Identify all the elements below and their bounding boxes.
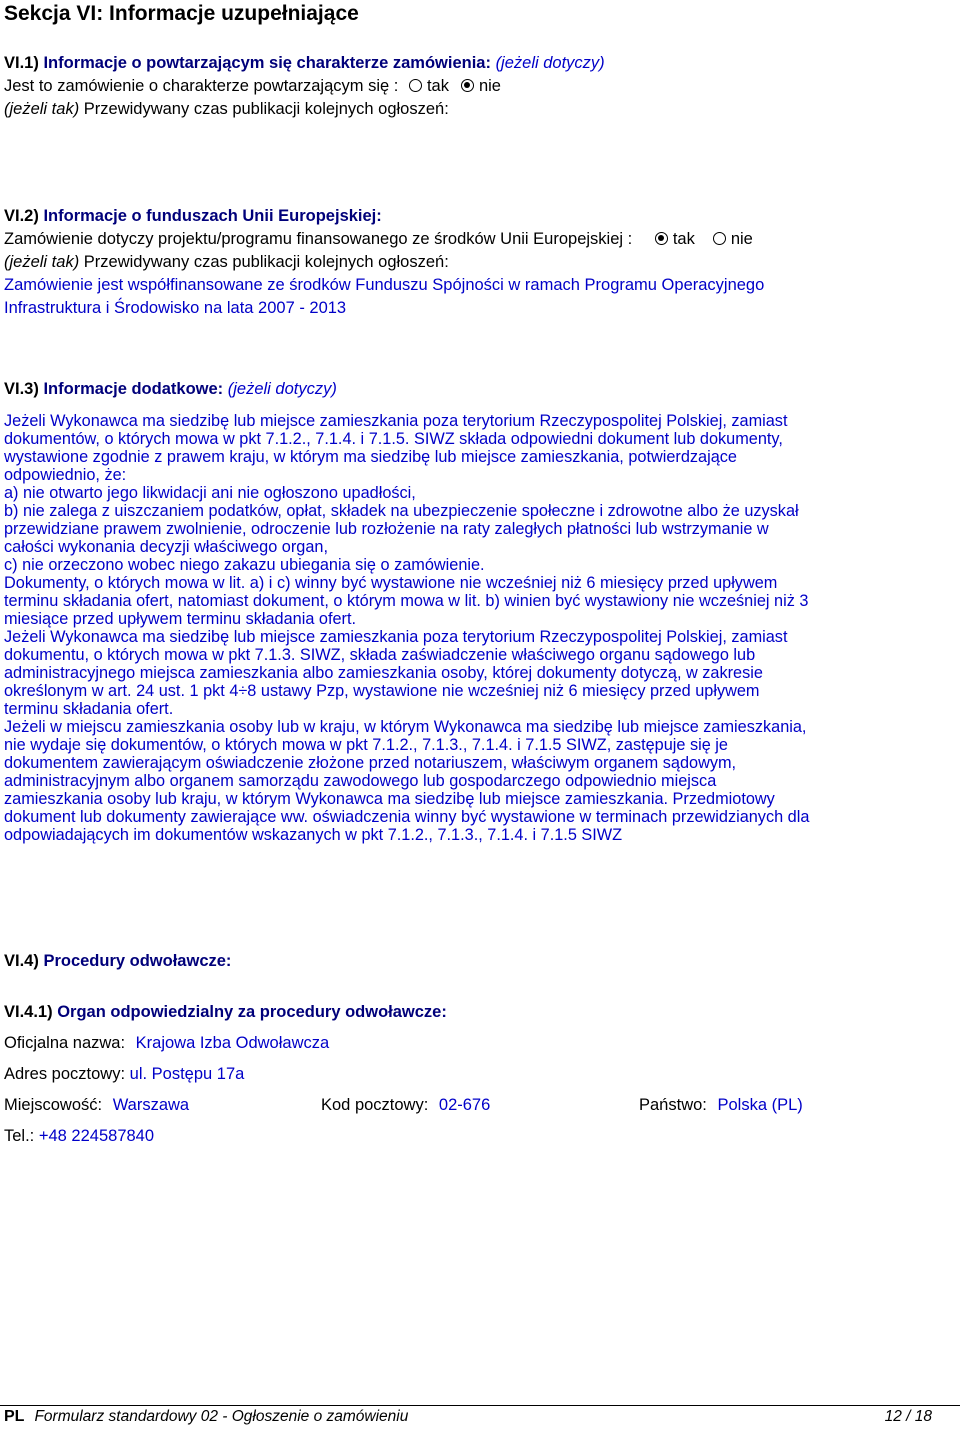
section-title: Sekcja VI: Informacje uzupełniające bbox=[4, 2, 359, 25]
vi3-line: nie wydaje się dokumentów, o których mowa w pkt 7.1.2., 7.1.3., 7.1.4. i 7.1.5 SIWZ, zastępuje się je bbox=[4, 736, 728, 754]
vi3-line: administracyjnym albo organem samorządu zawodowego lub gospodarczego odpowiednio miejsca bbox=[4, 772, 717, 790]
section-vi3 bbox=[4, 378, 337, 401]
footer-left bbox=[4, 1408, 408, 1426]
vi3-line: b) nie zalega z uiszczaniem podatków, opłat, składek na ubezpieczenie społeczne i zdrowotne albo że uzyskał bbox=[4, 502, 799, 520]
section-vi1 bbox=[4, 52, 605, 121]
footer-page-number: 12 / 18 bbox=[884, 1408, 932, 1425]
city-row bbox=[4, 1096, 189, 1115]
vi3-line: odpowiednio, że: bbox=[4, 466, 127, 484]
vi2-radio-nie[interactable] bbox=[713, 232, 726, 245]
vi1-radio-nie[interactable] bbox=[461, 79, 474, 92]
vi1-heading: VI.1) Informacje o powtarzającym się charakterze zamówienia: bbox=[4, 54, 491, 72]
section-vi41 bbox=[4, 1001, 447, 1024]
city-label: Miejscowość: bbox=[4, 1096, 103, 1114]
vi3-line: c) nie orzeczono wobec niego zakazu ubiegania się o zamówienie. bbox=[4, 556, 485, 574]
vi1-followup-note: (jeżeli tak) bbox=[4, 100, 80, 118]
vi2-answer-line-1: Zamówienie jest współfinansowane ze środków Funduszu Spójności w ramach Programu Operacyjnego bbox=[4, 276, 765, 294]
vi2-followup-note: (jeżeli tak) bbox=[4, 253, 80, 271]
footer-form: Formularz standardowy 02 - Ogłoszenie o zamówieniu bbox=[34, 1408, 409, 1425]
phone-row bbox=[4, 1127, 154, 1146]
vi3-line: odpowiadających im dokumentów wskazanych w pkt 7.1.2., 7.1.3., 7.1.4. i 7.1.5 SIWZ bbox=[4, 826, 623, 844]
vi3-line: administracyjnego miejsca zamieszkania albo zamieszkania osoby, której dokumenty dotyczą, w zakresie bbox=[4, 664, 763, 682]
vi3-line: zamieszkania osoby lub kraju, w którym Wykonawca ma siedzibę lub miejsce zamieszkania. Przedmiotowy bbox=[4, 790, 775, 808]
city-value: Warszawa bbox=[112, 1096, 190, 1114]
section-vi2 bbox=[4, 205, 764, 320]
vi3-line: a) nie otwarto jego likwidacji ani nie ogłoszono upadłości, bbox=[4, 484, 416, 502]
vi3-line: miesiące przed upływem terminu składania ofert. bbox=[4, 610, 357, 628]
section-vi4 bbox=[4, 950, 231, 973]
address-label: Adres pocztowy: bbox=[4, 1065, 126, 1083]
vi3-line: dokument lub dokumenty zawierające ww. oświadczenia winny być wystawione w terminach przewidzianych dla bbox=[4, 808, 810, 826]
postal-row bbox=[321, 1096, 490, 1115]
vi3-line: Jeżeli w miejscu zamieszkania osoby lub w kraju, w którym Wykonawca ma siedzibę lub miejsce zamieszkania, bbox=[4, 718, 807, 736]
phone-label: Tel.: bbox=[4, 1127, 35, 1145]
vi2-label-tak: tak bbox=[672, 230, 695, 248]
address-value: ul. Postępu 17a bbox=[129, 1065, 245, 1083]
vi2-answer-line-2: Infrastruktura i Środowisko na lata 2007 - 2013 bbox=[4, 299, 347, 317]
page-footer bbox=[0, 1405, 960, 1429]
vi3-line: całości wykonania decyzji właściwego organ, bbox=[4, 538, 328, 556]
vi3-line: dokumentu, o których mowa w pkt 7.1.3. SIWZ, składa zaświadczenie właściwego organu sądowego lub bbox=[4, 646, 756, 664]
official-name-row bbox=[4, 1034, 329, 1053]
vi3-line: dokumentem zawierającym oświadczenie złożone przed notariuszem, właściwym organem sądowym, bbox=[4, 754, 737, 772]
country-row bbox=[639, 1096, 803, 1115]
vi3-line: przewidziane prawem zwolnienie, odroczenie lub rozłożenie na raty zaległych płatności lub wstrzymanie w bbox=[4, 520, 769, 538]
official-name-label: Oficjalna nazwa: bbox=[4, 1034, 126, 1052]
vi2-radio-tak[interactable] bbox=[655, 232, 668, 245]
vi2-label-nie: nie bbox=[730, 230, 753, 248]
phone-value: +48 224587840 bbox=[38, 1127, 155, 1145]
vi3-line: wystawione zgodnie z prawem kraju, w którym ma siedzibę lub miejsce zamieszkania, potwierdzające bbox=[4, 448, 737, 466]
country-label: Państwo: bbox=[639, 1096, 707, 1114]
postal-label: Kod pocztowy: bbox=[321, 1096, 429, 1114]
vi2-followup: Przewidywany czas publikacji kolejnych ogłoszeń: bbox=[83, 253, 449, 271]
address-row bbox=[4, 1065, 244, 1084]
vi3-heading: VI.3) Informacje dodatkowe: bbox=[4, 380, 224, 398]
vi2-heading: VI.2) Informacje o funduszach Unii Europejskiej: bbox=[4, 207, 382, 225]
vi3-line: dokumentów, o których mowa w pkt 7.1.2., 7.1.4. i 7.1.5. SIWZ składa odpowiedni dokument lub dokumenty, bbox=[4, 430, 783, 448]
vi3-body bbox=[4, 412, 959, 844]
vi3-line: Dokumenty, o których mowa w lit. a) i c) winny być wystawione nie wcześniej niż 6 miesięcy przed upływem bbox=[4, 574, 778, 592]
vi3-line: terminu składania ofert, natomiast dokument, o którym mowa w lit. b) winien być wystawiony nie wcześniej niż 3 bbox=[4, 592, 809, 610]
vi1-heading-note: (jeżeli dotyczy) bbox=[495, 54, 605, 72]
vi2-question: Zamówienie dotyczy projektu/programu finansowanego ze środków Unii Europejskiej : bbox=[4, 230, 633, 248]
footer-lang: PL bbox=[4, 1408, 25, 1425]
vi41-heading: VI.4.1) Organ odpowiedzialny za procedury odwoławcze: bbox=[4, 1003, 447, 1021]
vi3-line: Jeżeli Wykonawca ma siedzibę lub miejsce zamieszkania poza terytorium Rzeczypospolitej Polskiej, zamiast bbox=[4, 628, 788, 646]
vi1-label-tak: tak bbox=[426, 77, 449, 95]
vi1-label-nie: nie bbox=[478, 77, 501, 95]
vi3-line: Jeżeli Wykonawca ma siedzibę lub miejsce zamieszkania poza terytorium Rzeczypospolitej Polskiej, zamiast bbox=[4, 412, 788, 430]
vi1-followup: Przewidywany czas publikacji kolejnych ogłoszeń: bbox=[83, 100, 449, 118]
vi1-question: Jest to zamówienie o charakterze powtarzającym się : bbox=[4, 77, 399, 95]
vi3-heading-note: (jeżeli dotyczy) bbox=[227, 380, 337, 398]
vi3-line: terminu składania ofert. bbox=[4, 700, 174, 718]
vi1-radio-tak[interactable] bbox=[409, 79, 422, 92]
vi4-heading: VI.4) Procedury odwoławcze: bbox=[4, 952, 232, 970]
vi3-line: określonym w art. 24 ust. 1 pkt 4÷8 ustawy Pzp, wystawione nie wcześniej niż 6 miesięcy przed upływem bbox=[4, 682, 760, 700]
postal-value: 02-676 bbox=[438, 1096, 491, 1114]
official-name-value: Krajowa Izba Odwoławcza bbox=[135, 1034, 330, 1052]
country-value: Polska (PL) bbox=[717, 1096, 803, 1114]
